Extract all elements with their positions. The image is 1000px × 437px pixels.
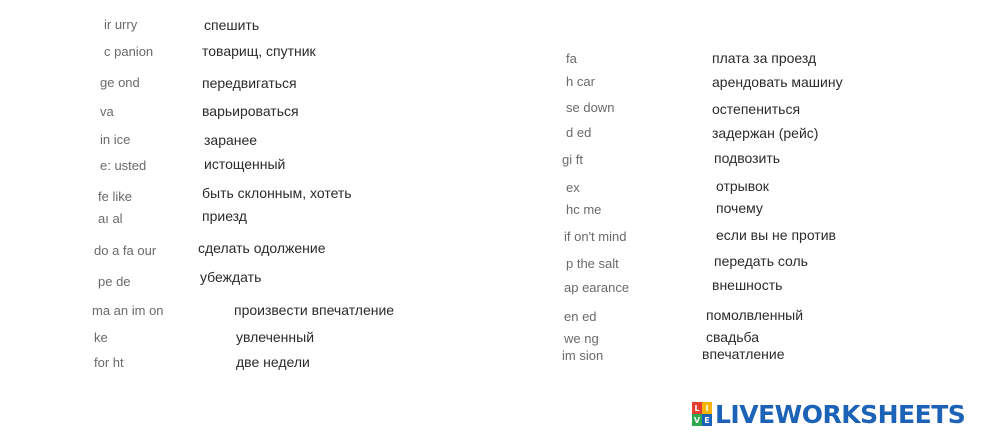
english-fragment[interactable]: gi ft (562, 152, 583, 167)
english-fragment[interactable]: ke (94, 330, 108, 345)
russian-translation: заранее (204, 132, 258, 148)
russian-translation: арендовать машину (712, 74, 843, 90)
english-fragment[interactable]: ir urry (104, 17, 138, 32)
english-fragment[interactable]: sе down (566, 100, 615, 115)
russian-translation: впечатление (702, 346, 785, 362)
russian-translation: если вы не против (716, 227, 836, 243)
english-fragment[interactable]: en ed (564, 309, 597, 324)
english-fragment[interactable]: we ng (564, 331, 599, 346)
english-fragment[interactable]: d ed (566, 125, 592, 140)
english-fragment[interactable]: hс me (566, 202, 602, 217)
english-fragment[interactable]: p the salt (566, 256, 619, 271)
russian-translation: почему (716, 200, 763, 216)
russian-translation: быть склонным, хотеть (202, 185, 352, 201)
logo-badge-letter: V (693, 415, 701, 425)
english-fragment[interactable]: fa (566, 51, 577, 66)
english-fragment[interactable]: ex (566, 180, 580, 195)
russian-translation: истощенный (204, 156, 286, 172)
russian-translation: плата за проезд (712, 50, 817, 66)
logo-badge-letter: I (702, 402, 712, 414)
russian-translation: задержан (рейс) (712, 125, 819, 141)
english-fragment[interactable]: ma an im on (92, 303, 164, 318)
english-fragment[interactable]: e: usted (100, 158, 147, 173)
english-fragment[interactable]: gе оnd (100, 75, 140, 90)
russian-translation: товарищ, спутник (202, 43, 316, 59)
russian-translation: сделать одолжение (198, 240, 326, 256)
logo-text: LIVEWORKSHEETS (715, 399, 966, 429)
english-fragment[interactable]: if on't mind (564, 229, 627, 244)
english-fragment[interactable]: aı al (98, 211, 123, 226)
russian-translation: передвигаться (202, 75, 297, 91)
russian-translation: варьироваться (202, 103, 299, 119)
russian-translation: подвозить (714, 150, 781, 166)
russian-translation: приезд (202, 208, 247, 224)
russian-translation: отрывок (716, 178, 769, 194)
english-fragment[interactable]: h car (566, 74, 595, 89)
russian-translation: убеждать (200, 269, 262, 285)
liveworksheets-logo (692, 398, 965, 430)
russian-translation: спешить (204, 17, 260, 33)
russian-translation: две недели (236, 354, 310, 370)
english-fragment[interactable]: aр earance (564, 280, 630, 295)
logo-badge-letter: L (692, 402, 702, 414)
russian-translation: свадьба (706, 329, 760, 345)
english-fragment[interactable]: fe like (98, 189, 132, 204)
english-fragment[interactable]: pe de (98, 274, 131, 289)
russian-translation: помолвленный (706, 307, 804, 323)
logo-badge-icon (692, 402, 712, 426)
russian-translation: остепениться (712, 101, 801, 117)
logo-badge-letter: E (702, 414, 712, 426)
english-fragment[interactable]: do a fa our (94, 243, 157, 258)
russian-translation: увлеченный (236, 329, 315, 345)
english-fragment[interactable]: for ht (94, 355, 124, 370)
russian-translation: внешность (712, 277, 783, 293)
russian-translation: передать соль (714, 253, 808, 269)
english-fragment[interactable]: in ice (100, 132, 131, 147)
english-fragment[interactable]: c panion (104, 44, 154, 59)
english-fragment[interactable]: im sion (562, 348, 604, 363)
english-fragment[interactable]: va (100, 104, 114, 119)
russian-translation: произвести впечатление (234, 302, 395, 318)
